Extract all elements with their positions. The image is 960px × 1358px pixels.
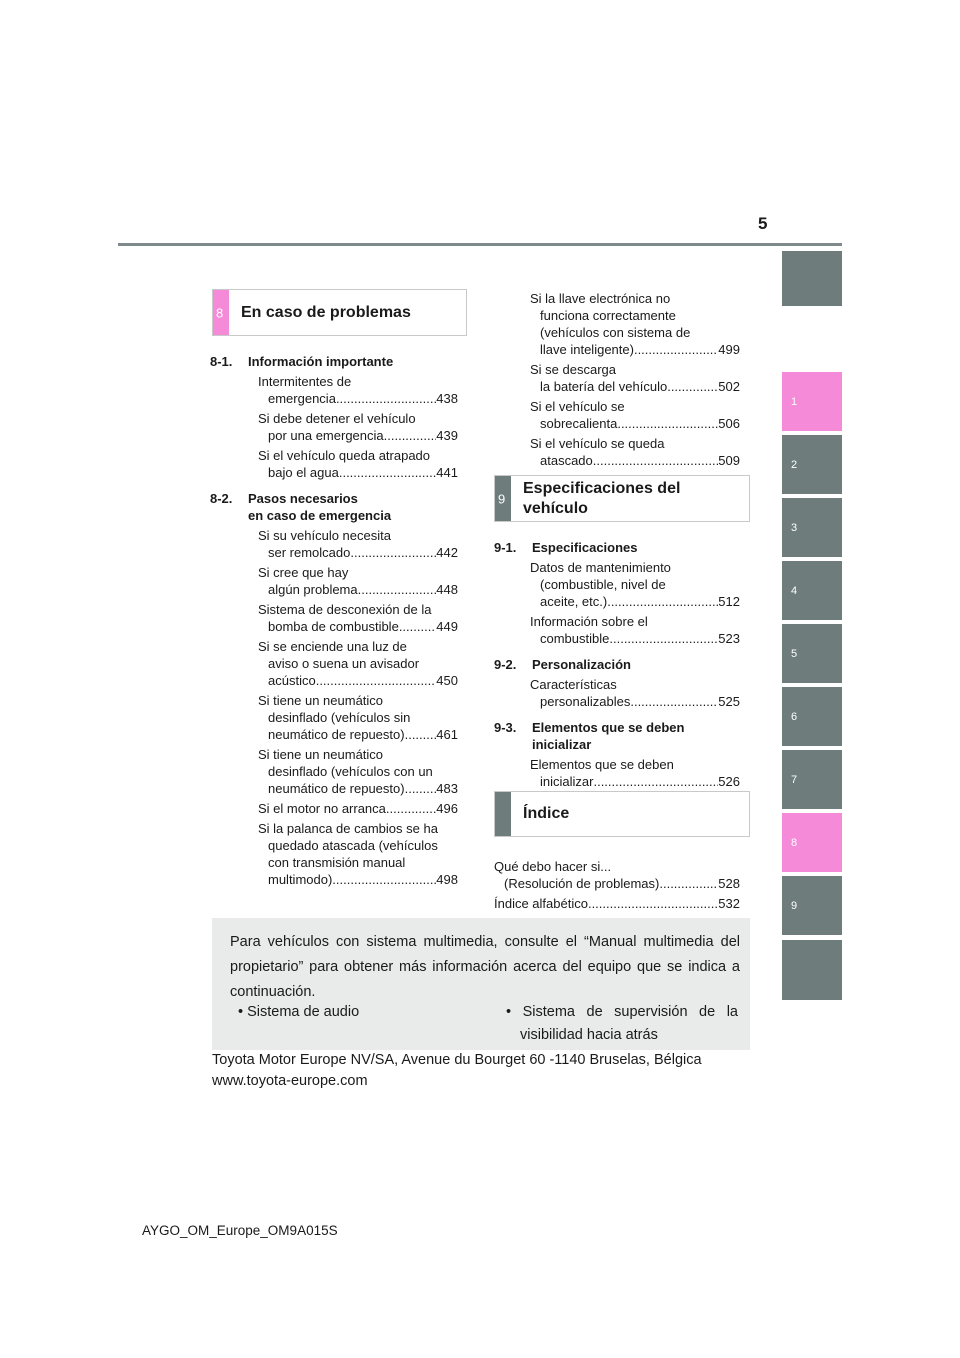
toc-entry-text: emergencia [268, 391, 336, 406]
toc-entry-text: quedado atascada (vehículos [268, 838, 438, 853]
toc-leader-dots [405, 726, 437, 743]
toc-leader-dots [350, 544, 436, 561]
info-item-rear-view: • Sistema de supervisión de la visibilidad hacia atrás [506, 1004, 738, 1043]
toc-group-heading[interactable]: 9-3. Elementos que se deben inicializar [494, 720, 685, 752]
toc-entry-text: Si se descarga [530, 362, 616, 377]
toc-entry[interactable] [494, 398, 742, 432]
toc-entry[interactable] [494, 895, 742, 912]
toc-page-number: 441 [436, 465, 458, 480]
toc-entry[interactable] [494, 613, 742, 647]
index-entries [494, 855, 742, 912]
section-9-header[interactable] [494, 475, 750, 522]
chapter-tab-1[interactable]: 1 [782, 372, 842, 431]
toc-leader-dots [339, 464, 436, 481]
toc-entry-text: Elementos que se deben [530, 757, 674, 772]
toc-group-heading[interactable]: 9-1. Especificaciones [494, 540, 638, 555]
toc-entry[interactable] [494, 559, 742, 610]
toc-entry-text: desinflado (vehículos con un [268, 764, 433, 779]
toc-leader-dots [384, 427, 437, 444]
toc-entry[interactable] [210, 638, 460, 689]
toc-entry-text: Si el vehículo se queda [530, 436, 665, 451]
section-8-header[interactable] [212, 289, 467, 336]
toc-entry-text: Si cree que hay [258, 565, 349, 580]
toc-entry-text: (combustible, nivel de [540, 577, 666, 592]
toc-entry-text: Si su vehículo necesita [258, 528, 391, 543]
toc-column-left [210, 353, 460, 888]
toc-entry[interactable] [210, 410, 460, 444]
chapter-tab-4[interactable]: 4 [782, 561, 842, 620]
chapter-tab-7[interactable]: 7 [782, 750, 842, 809]
toc-entry[interactable] [210, 800, 460, 817]
toc-leader-dots [405, 780, 437, 797]
toc-page-number: 532 [718, 896, 740, 911]
chapter-tab-6[interactable]: 6 [782, 687, 842, 746]
toc-leader-dots [588, 895, 718, 912]
toc-page-number: 483 [436, 781, 458, 796]
toc-entry-text: multimodo) [268, 872, 333, 887]
toc-leader-dots [399, 618, 436, 635]
toc-entry-text: atascado [540, 453, 593, 468]
toc-entry-text: por una emergencia [268, 428, 384, 443]
toc-entry-text: Índice alfabético [494, 896, 588, 911]
toc-leader-dots [316, 672, 437, 689]
toc-entry-text: algún problema [268, 582, 358, 597]
toc-leader-dots [634, 341, 718, 358]
toc-page-number: 461 [436, 727, 458, 742]
toc-entry-text: Características [530, 677, 617, 692]
toc-entry-text: bomba de combustible [268, 619, 399, 634]
multimedia-info-box [212, 918, 750, 1050]
section-8-number-bar: 8 [213, 290, 229, 335]
toc-entry-text: Si debe detener el vehículo [258, 411, 416, 426]
toc-page-number: 528 [718, 876, 740, 891]
toc-entry[interactable] [210, 692, 460, 743]
toc-leader-dots [609, 630, 718, 647]
toc-entry-text: con transmisión manual [268, 855, 406, 870]
toc-entry[interactable] [494, 290, 742, 358]
toc-entry[interactable] [210, 373, 460, 407]
toc-entry-text: ser remolcado [268, 545, 351, 560]
toc-entry-text: desinflado (vehículos sin [268, 710, 411, 725]
chapter-tab-5[interactable]: 5 [782, 624, 842, 683]
toc-entry-text: Si el motor no arranca [258, 801, 386, 816]
toc-group-heading[interactable]: 8-2. Pasos necesarios en caso de emergencia [210, 491, 392, 523]
toc-leader-dots [593, 773, 718, 790]
section-8-title: En caso de problemas [241, 303, 411, 321]
toc-page-number: 499 [718, 342, 740, 357]
toc-entry-text: Si la palanca de cambios se ha [258, 821, 438, 836]
toc-entry[interactable] [210, 564, 460, 598]
toc-entry[interactable] [494, 756, 742, 790]
toc-entry-text: Información sobre el [530, 614, 648, 629]
toc-entry-text: bajo el agua [268, 465, 339, 480]
chapter-tab-blank[interactable] [782, 251, 842, 306]
toc-entry[interactable] [210, 820, 460, 888]
index-section-title: Índice [523, 805, 570, 822]
toc-entry-text: Si el vehículo se [530, 399, 625, 414]
footer-website[interactable]: www.toyota-europe.com [212, 1073, 368, 1089]
info-box-text: Para vehículos con sistema multimedia, consulte el “Manual multimedia del propietario” para obtener más información acerca del equipo que se indica a continuación. [230, 934, 740, 1000]
document-id: AYGO_OM_Europe_OM9A015S [142, 1223, 338, 1238]
toc-entry-text: Intermitentes de [258, 374, 352, 389]
section-9-number-bar: 9 [495, 476, 511, 521]
toc-entry-text: neumático de repuesto) [268, 727, 405, 742]
toc-entry[interactable] [494, 676, 742, 710]
toc-leader-dots [667, 378, 718, 395]
toc-entry-text: aviso o suena un avisador [268, 656, 420, 671]
toc-page-number: 449 [436, 619, 458, 634]
chapter-tab-8[interactable]: 8 [782, 813, 842, 872]
toc-entry-text: (vehículos con sistema de [540, 325, 691, 340]
chapter-tab-3[interactable]: 3 [782, 498, 842, 557]
toc-page-number: 523 [718, 631, 740, 646]
footer-address: Toyota Motor Europe NV/SA, Avenue du Bourget 60 -1140 Bruselas, Bélgica [212, 1052, 702, 1068]
toc-entry-text: Datos de mantenimiento [530, 560, 671, 575]
section-9-title: Especificaciones del vehículo [523, 479, 681, 517]
toc-entry-text: aceite, etc.) [540, 594, 608, 609]
toc-page-number: 502 [718, 379, 740, 394]
toc-entry-text: (Resolución de problemas) [504, 876, 660, 891]
toc-entry[interactable] [494, 858, 742, 892]
toc-leader-dots [659, 875, 718, 892]
chapter-tab-blank[interactable] [782, 940, 842, 1000]
toc-entry-text: la batería del vehículo [540, 379, 668, 394]
toc-entry-text: inicializar [540, 774, 594, 789]
toc-page-number: 498 [436, 872, 458, 887]
toc-leader-dots [607, 593, 718, 610]
toc-leader-dots [336, 390, 436, 407]
toc-entry-text: Si la llave electrónica no [530, 291, 671, 306]
toc-entry-text: funciona correctamente [540, 308, 676, 323]
chapter-tab-2[interactable]: 2 [782, 435, 842, 494]
toc-entry[interactable] [494, 435, 742, 469]
toc-entry-text: personalizables [540, 694, 631, 709]
index-section-header[interactable] [494, 791, 750, 837]
toc-leader-dots [358, 581, 437, 598]
toc-page-number: 506 [718, 416, 740, 431]
page-number: 5 [758, 214, 768, 233]
toc-column-right [494, 539, 742, 790]
toc-page-number: 526 [718, 774, 740, 789]
toc-entry-text: Sistema de desconexión de la [258, 602, 432, 617]
toc-page-number: 448 [436, 582, 458, 597]
toc-entry[interactable] [210, 447, 460, 481]
toc-entry[interactable] [210, 746, 460, 797]
toc-entry-text: neumático de repuesto) [268, 781, 405, 796]
toc-entry-text: Qué debo hacer si... [494, 859, 612, 874]
toc-group-heading[interactable]: 8-1. Información importante [210, 354, 394, 369]
toc-entry-text: acústico [268, 673, 316, 688]
toc-entry[interactable] [494, 361, 742, 395]
toc-entry-text: Si el vehículo queda atrapado [258, 448, 431, 463]
toc-page-number: 509 [718, 453, 740, 468]
toc-page-number: 512 [718, 594, 740, 609]
toc-entry-text: llave inteligente) [540, 342, 634, 357]
toc-leader-dots [593, 452, 719, 469]
top-rule [118, 243, 842, 246]
toc-page-number: 450 [436, 673, 458, 688]
toc-entry-text: Si tiene un neumático [258, 693, 384, 708]
index-section-bar [495, 792, 511, 836]
toc-page-number: 496 [436, 801, 458, 816]
chapter-tab-9[interactable]: 9 [782, 876, 842, 935]
toc-entry[interactable] [210, 601, 460, 635]
toc-page-number: 439 [436, 428, 458, 443]
toc-page-number: 525 [718, 694, 740, 709]
toc-leader-dots [630, 693, 718, 710]
toc-entry-text: sobrecalienta [540, 416, 618, 431]
toc-page-number: 442 [436, 545, 458, 560]
toc-entry-text: Si tiene un neumático [258, 747, 384, 762]
toc-leader-dots [617, 415, 718, 432]
toc-group-heading[interactable]: 9-2. Personalización [494, 657, 631, 672]
toc-entry-text: combustible [540, 631, 610, 646]
toc-leader-dots [332, 871, 436, 888]
toc-entry-text: Si se enciende una luz de [258, 639, 407, 654]
toc-leader-dots [386, 800, 436, 817]
toc-entry[interactable] [210, 527, 460, 561]
info-item-audio: • Sistema de audio [238, 1004, 360, 1020]
toc-column-right-continued [494, 287, 742, 469]
toc-page-number: 438 [436, 391, 458, 406]
